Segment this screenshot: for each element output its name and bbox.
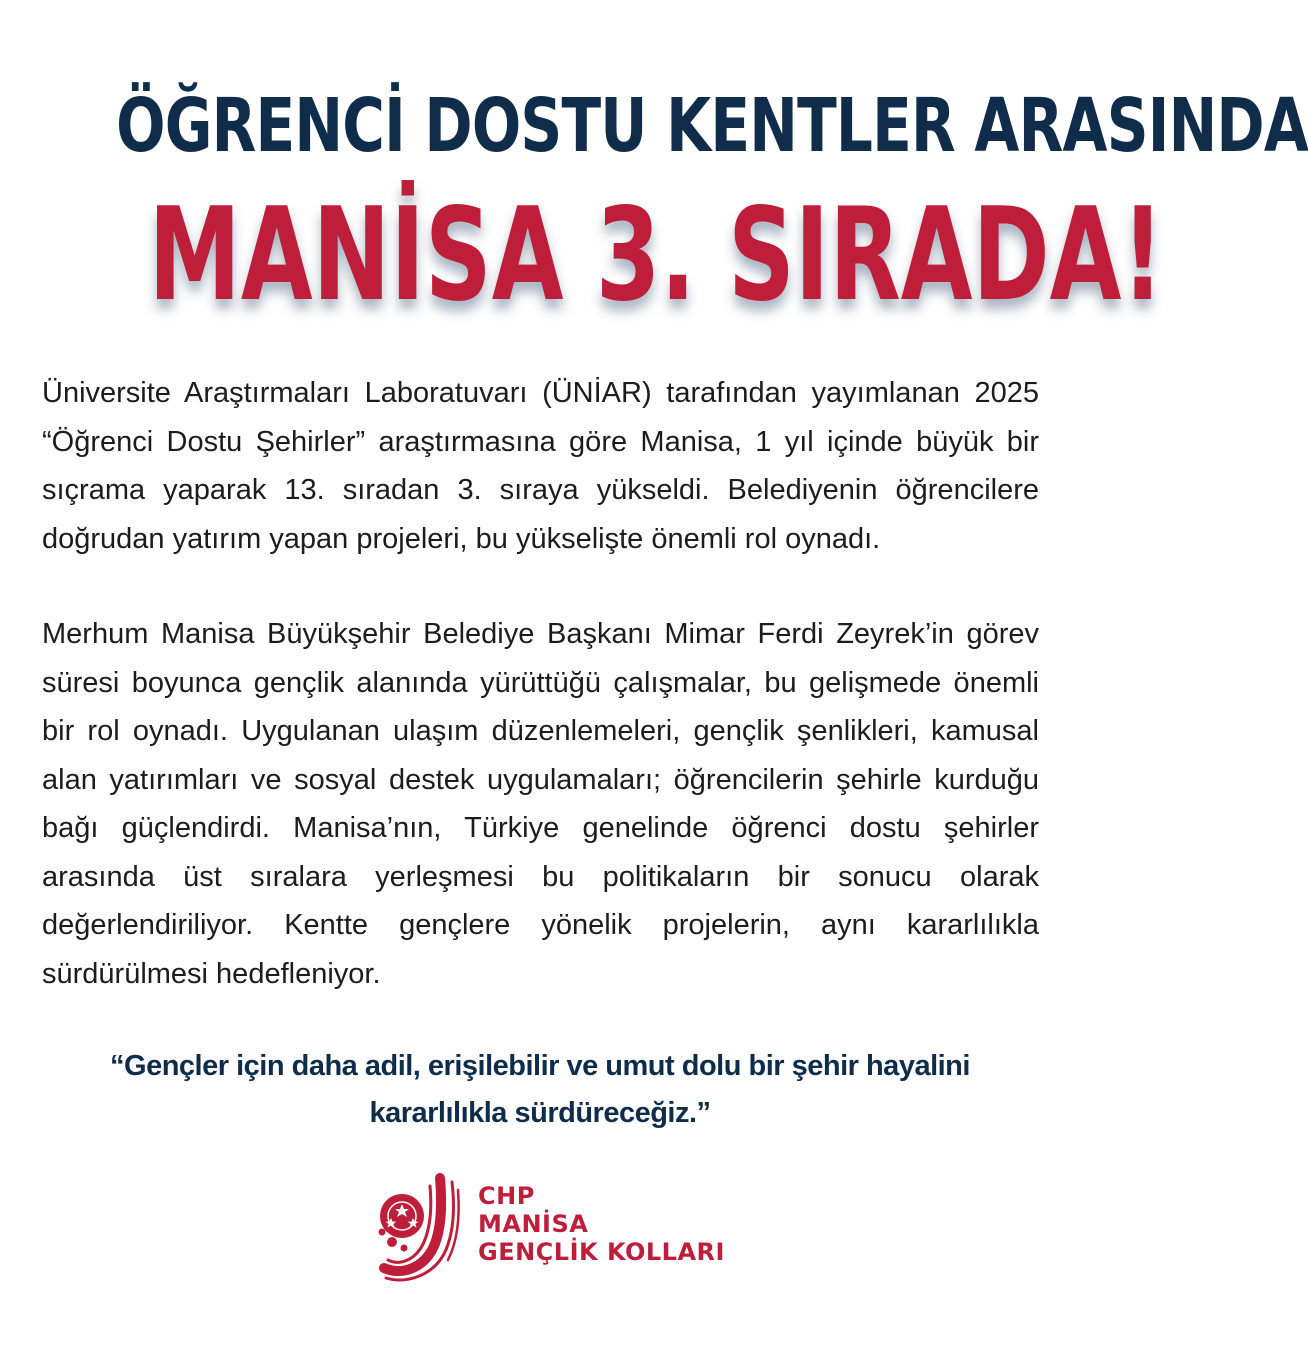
headline-line-1: ÖĞRENCİ DOSTU KENTLER ARASINDA: [116, 83, 1308, 169]
body-paragraph-1: Üniversite Araştırmaları Laboratuvarı (ÜNİAR) tarafından yayımlanan 2025 “Öğrenci Dostu Şehirler” araştırmasına göre Manisa, 1 yıl içinde büyük bir sıçrama yaparak 13. sıradan 3. sıraya yükseldi. Belediyenin öğrencilere doğrudan yatırım yapan projeleri, bu yükselişte önemli rol oynadı.: [42, 377, 1039, 555]
quote-line-1: “Gençler için daha adil, erişilebilir ve umut dolu bir şehir hayalini: [110, 1050, 970, 1082]
quote: [80, 1043, 1000, 1137]
chp-youth-logo-icon: [372, 1172, 472, 1284]
org-line-3: GENÇLİK KOLLARI: [478, 1238, 725, 1266]
headline-line-2: MANİSA 3. SIRADA!: [148, 181, 1164, 330]
body-paragraph-2: Merhum Manisa Büyükşehir Belediye Başkanı Mimar Ferdi Zeyrek’in görev süresi boyunca gençlik alanında yürüttüğü çalışmalar, bu gelişmede önemli bir rol oynadı. Uygulanan ulaşım düzenlemeleri, gençlik şenlikleri, kamusal alan yatırımları ve sosyal destek uygulamaları; öğrencilerin şehirle kurduğu bağı güçlendirdi. Manisa’nın, Türkiye genelinde öğrenci dostu şehirler arasında üst sıralara yerleşmesi bu politikaların bir sonucu olarak değerlendiriliyor. Kentte gençlere yönelik projelerin, aynı kararlılıkla sürdürülmesi hedefleniyor.: [42, 618, 1039, 990]
org-line-1: CHP: [478, 1182, 535, 1210]
quote-line-2: kararlılıkla sürdüreceğiz.”: [369, 1097, 711, 1129]
organization-name: [478, 1182, 725, 1266]
org-line-2: MANİSA: [478, 1210, 589, 1238]
